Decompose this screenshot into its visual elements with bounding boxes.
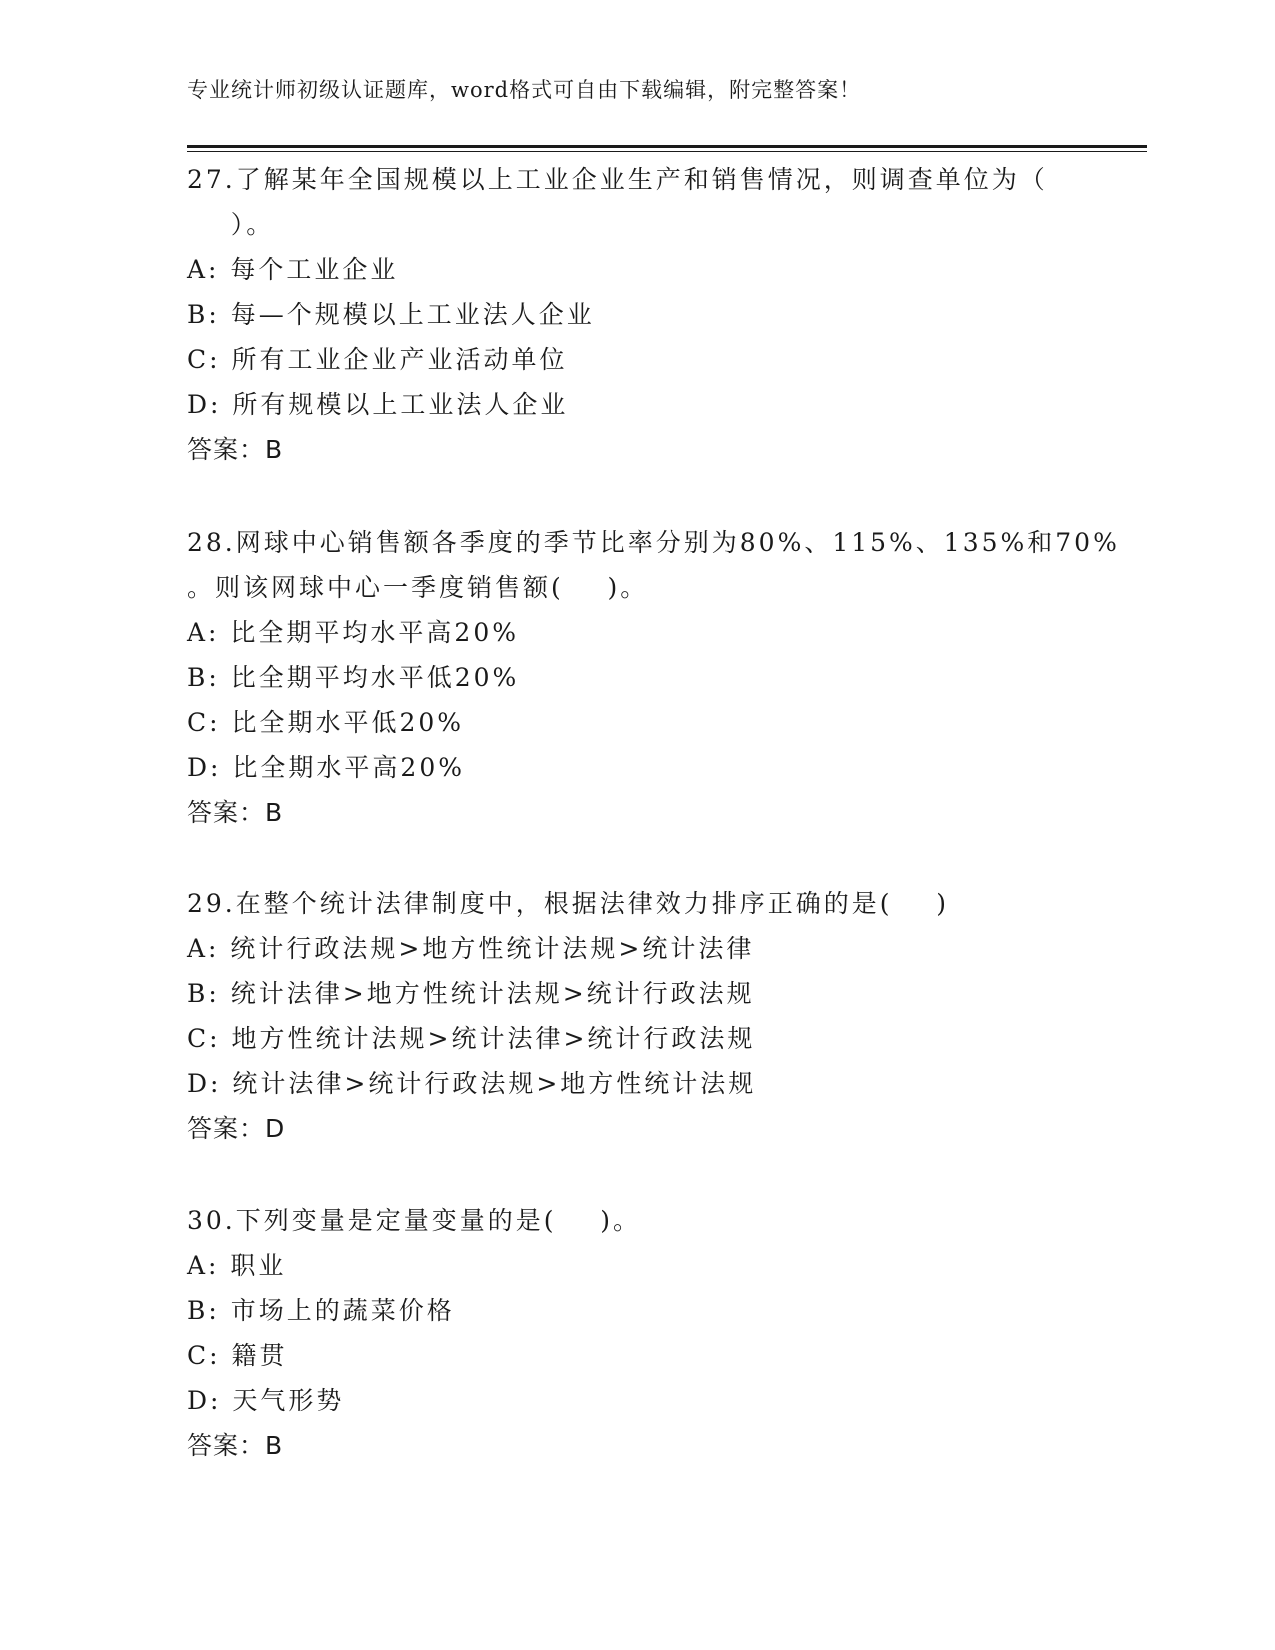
option-c: C: 所有工业企业产业活动单位	[187, 345, 568, 374]
header-divider-thick	[187, 145, 1147, 148]
question-27	[187, 157, 1087, 472]
page-header: 专业统计师初级认证题库，word格式可自由下载编辑，附完整答案！	[187, 78, 862, 102]
document-page	[187, 0, 1147, 1650]
question-stem-line: 29.在整个统计法律制度中，根据法律效力排序正确的是( )	[187, 889, 950, 918]
option-a: A: 统计行政法规>地方性统计法规>统计法律	[187, 934, 755, 963]
answer-line: 答案：B	[187, 798, 284, 827]
option-a: A: 每个工业企业	[187, 255, 399, 284]
answer-line: 答案：B	[187, 435, 284, 464]
option-a: A: 比全期平均水平高20%	[187, 618, 519, 647]
option-b: B: 每—个规模以上工业法人企业	[187, 300, 595, 329]
question-28	[187, 520, 1120, 835]
option-c: C: 比全期水平低20%	[187, 708, 465, 737]
option-d: D: 统计法律>统计行政法规>地方性统计法规	[187, 1069, 757, 1098]
option-d: D: 天气形势	[187, 1386, 345, 1415]
option-c: C: 籍贯	[187, 1341, 288, 1370]
question-29	[187, 881, 1087, 1151]
question-stem-line: 27.了解某年全国规模以上工业企业生产和销售情况，则调查单位为（	[187, 165, 1048, 194]
option-d: D: 所有规模以上工业法人企业	[187, 390, 569, 419]
option-b: B: 比全期平均水平低20%	[187, 663, 520, 692]
question-stem-line: ）。	[187, 210, 275, 239]
option-d: D: 比全期水平高20%	[187, 753, 465, 782]
header-divider-thin	[187, 151, 1147, 152]
option-c: C: 地方性统计法规>统计法律>统计行政法规	[187, 1024, 756, 1053]
question-stem-line: 30.下列变量是定量变量的是( )。	[187, 1206, 642, 1235]
question-stem-line: 。则该网球中心一季度销售额( )。	[187, 573, 649, 602]
answer-line: 答案：B	[187, 1431, 284, 1460]
option-b: B: 统计法律>地方性统计法规>统计行政法规	[187, 979, 755, 1008]
option-b: B: 市场上的蔬菜价格	[187, 1296, 455, 1325]
answer-line: 答案：D	[187, 1114, 286, 1143]
question-30	[187, 1198, 1087, 1468]
question-stem-line: 28.网球中心销售额各季度的季节比率分别为80%、115%、135%和70%	[187, 528, 1120, 557]
option-a: A: 职业	[187, 1251, 287, 1280]
